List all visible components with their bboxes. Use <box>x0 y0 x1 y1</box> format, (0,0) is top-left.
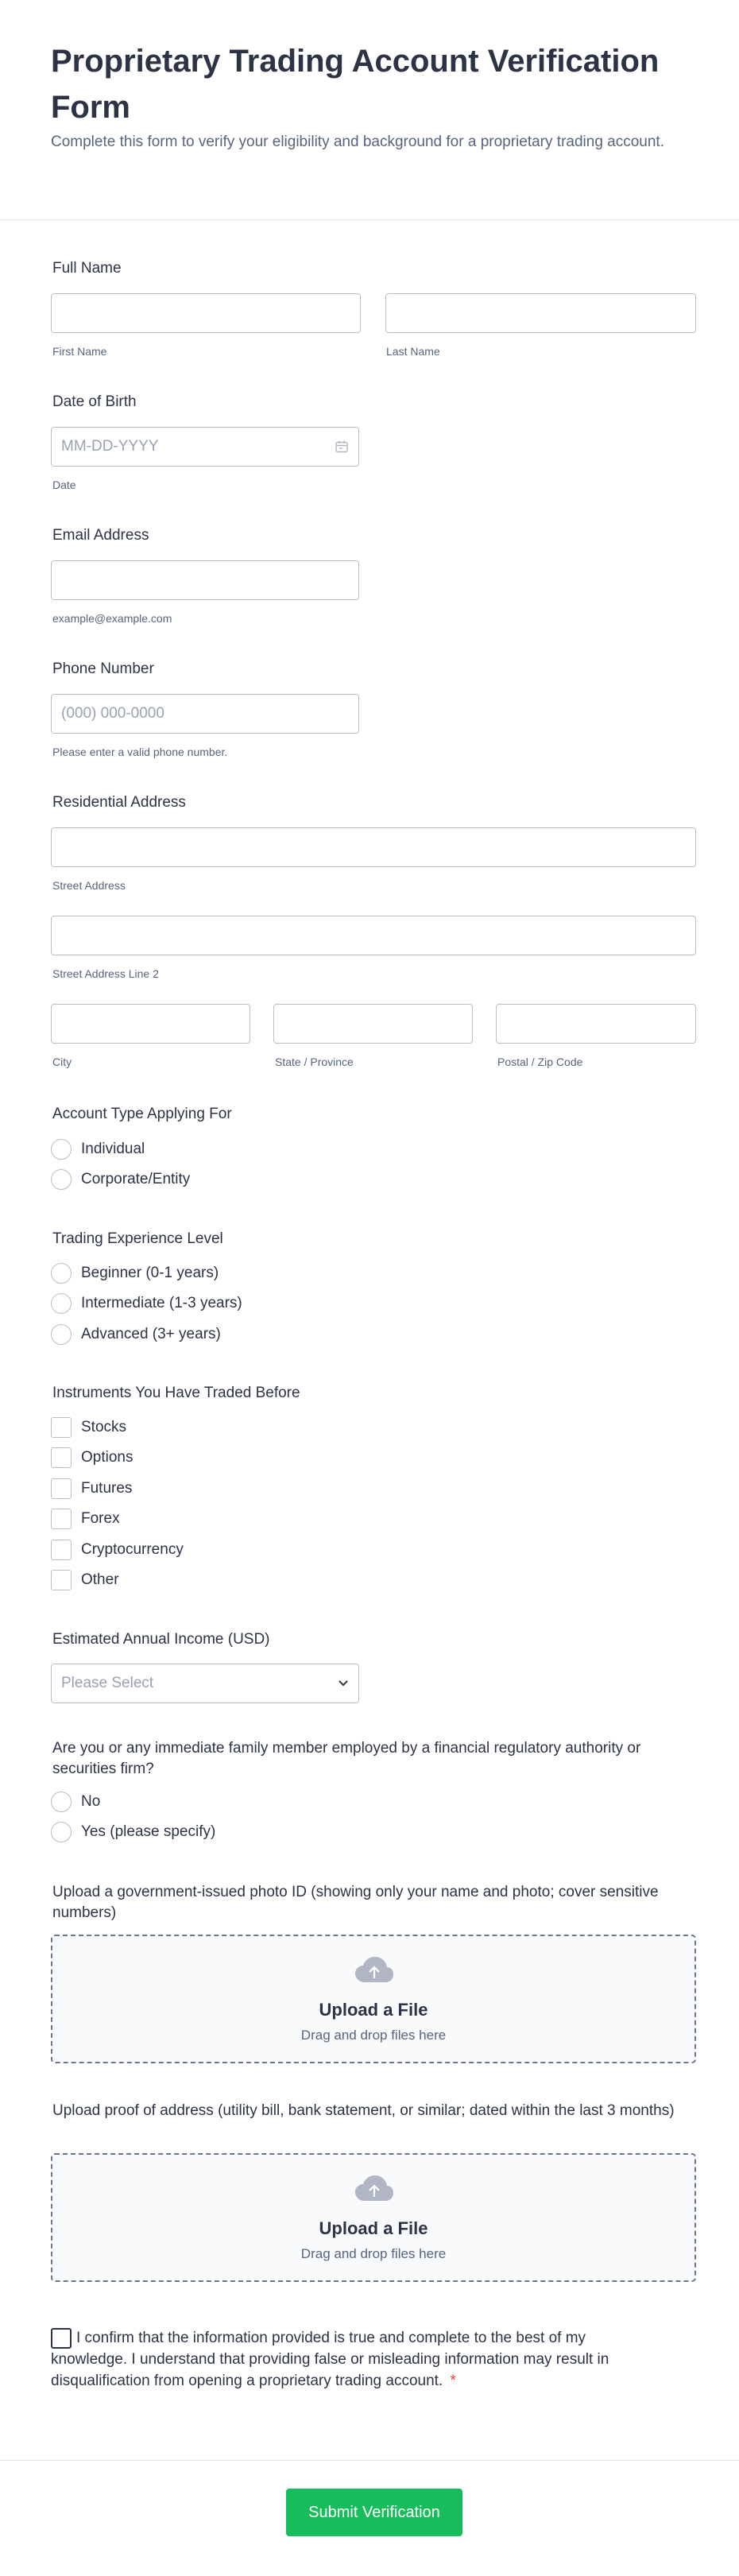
account-type-option[interactable]: Corporate/Entity <box>51 1168 190 1191</box>
regulatory-option[interactable]: Yes (please specify) <box>51 1820 215 1844</box>
experience-option[interactable]: Beginner (0-1 years) <box>51 1261 219 1285</box>
instrument-option[interactable]: Forex <box>51 1507 120 1531</box>
street-address-sublabel: Street Address <box>52 879 126 892</box>
address-label: Residential Address <box>52 794 186 811</box>
instrument-option[interactable]: Options <box>51 1446 133 1470</box>
chevron-down-icon <box>338 1679 349 1687</box>
checkbox[interactable] <box>51 1417 72 1438</box>
dob-label: Date of Birth <box>52 393 137 410</box>
upload-title: Upload a File <box>319 2000 428 2020</box>
full-name-label: Full Name <box>52 260 122 277</box>
checkbox[interactable] <box>51 1570 72 1590</box>
form-header <box>0 0 739 220</box>
radio-button[interactable] <box>51 1293 72 1314</box>
street-address-line2-input[interactable] <box>51 916 696 955</box>
instrument-option[interactable]: Stocks <box>51 1416 126 1439</box>
instruments-label: Instruments You Have Traded Before <box>52 1385 300 1401</box>
radio-button[interactable] <box>51 1263 72 1284</box>
phone-placeholder: (000) 000-0000 <box>61 705 164 722</box>
footer-divider <box>0 2460 739 2461</box>
income-label: Estimated Annual Income (USD) <box>52 1631 270 1648</box>
phone-label: Phone Number <box>52 660 154 677</box>
page-title: Proprietary Trading Account Verification Form <box>51 44 660 125</box>
cloud-upload-icon <box>354 1955 394 1984</box>
last-name-sublabel: Last Name <box>386 345 440 358</box>
upload-hint: Drag and drop files here <box>300 2028 447 2043</box>
regulatory-label: Are you or any immediate family member employed by a financial regulatory authority or securities firm? <box>52 1740 641 1777</box>
upload-id-dropzone[interactable] <box>51 1935 696 2063</box>
city-sublabel: City <box>52 1056 72 1068</box>
experience-label: Trading Experience Level <box>52 1230 223 1247</box>
instrument-option[interactable]: Other <box>51 1568 119 1592</box>
instrument-option[interactable]: Futures <box>51 1477 132 1501</box>
upload-hint: Drag and drop files here <box>300 2246 447 2261</box>
dob-input[interactable] <box>51 427 359 467</box>
required-asterisk: * <box>450 2373 456 2389</box>
email-input[interactable] <box>51 560 359 600</box>
first-name-input[interactable] <box>51 293 361 333</box>
page-subtitle: Complete this form to verify your eligibility and background for a proprietary trading account. <box>51 134 664 150</box>
email-sublabel: example@example.com <box>52 612 172 625</box>
upload-address-dropzone[interactable] <box>51 2153 696 2282</box>
radio-button[interactable] <box>51 1822 72 1842</box>
checkbox[interactable] <box>51 1540 72 1560</box>
last-name-input[interactable] <box>385 293 696 333</box>
radio-button[interactable] <box>51 1324 72 1345</box>
upload-id-label: Upload a government-issued photo ID (showing only your name and photo; cover sensitive numbers) <box>52 1884 659 1921</box>
dob-placeholder: MM-DD-YYYY <box>61 438 159 455</box>
confirm-text: I confirm that the information provided is true and complete to the best of my knowledge. I understand that providing false or misleading information may result in disqualification from opening a proprietary trading account. <box>51 2330 609 2389</box>
cloud-upload-icon <box>354 2174 394 2202</box>
dob-sublabel: Date <box>52 478 76 491</box>
phone-input[interactable] <box>51 694 359 734</box>
state-sublabel: State / Province <box>275 1056 354 1068</box>
submit-button[interactable]: Submit Verification <box>286 2489 462 2536</box>
phone-sublabel: Please enter a valid phone number. <box>52 746 228 758</box>
radio-button[interactable] <box>51 1169 72 1190</box>
income-placeholder: Please Select <box>61 1675 154 1691</box>
regulatory-option[interactable]: No <box>51 1790 100 1814</box>
income-select[interactable] <box>51 1664 359 1703</box>
checkbox[interactable] <box>51 1447 72 1468</box>
confirm-statement <box>51 2327 628 2392</box>
city-input[interactable] <box>51 1004 250 1044</box>
upload-title: Upload a File <box>319 2218 428 2238</box>
first-name-sublabel: First Name <box>52 345 107 358</box>
state-input[interactable] <box>273 1004 473 1044</box>
street-address-input[interactable] <box>51 827 696 867</box>
zip-sublabel: Postal / Zip Code <box>497 1056 583 1068</box>
email-label: Email Address <box>52 527 149 544</box>
instrument-option[interactable]: Cryptocurrency <box>51 1538 184 1562</box>
zip-input[interactable] <box>496 1004 696 1044</box>
experience-option[interactable]: Intermediate (1-3 years) <box>51 1292 242 1315</box>
account-type-label: Account Type Applying For <box>52 1106 232 1122</box>
checkbox[interactable] <box>51 1509 72 1529</box>
account-type-option[interactable]: Individual <box>51 1137 145 1161</box>
radio-button[interactable] <box>51 1792 72 1812</box>
experience-option[interactable]: Advanced (3+ years) <box>51 1323 221 1346</box>
checkbox[interactable] <box>51 1478 72 1499</box>
upload-address-label: Upload proof of address (utility bill, bank statement, or similar; dated within the last 3 months) <box>52 2102 675 2119</box>
radio-button[interactable] <box>51 1139 72 1160</box>
confirm-checkbox[interactable] <box>51 2328 72 2349</box>
calendar-icon[interactable] <box>335 440 349 454</box>
street-address-line2-sublabel: Street Address Line 2 <box>52 967 159 980</box>
